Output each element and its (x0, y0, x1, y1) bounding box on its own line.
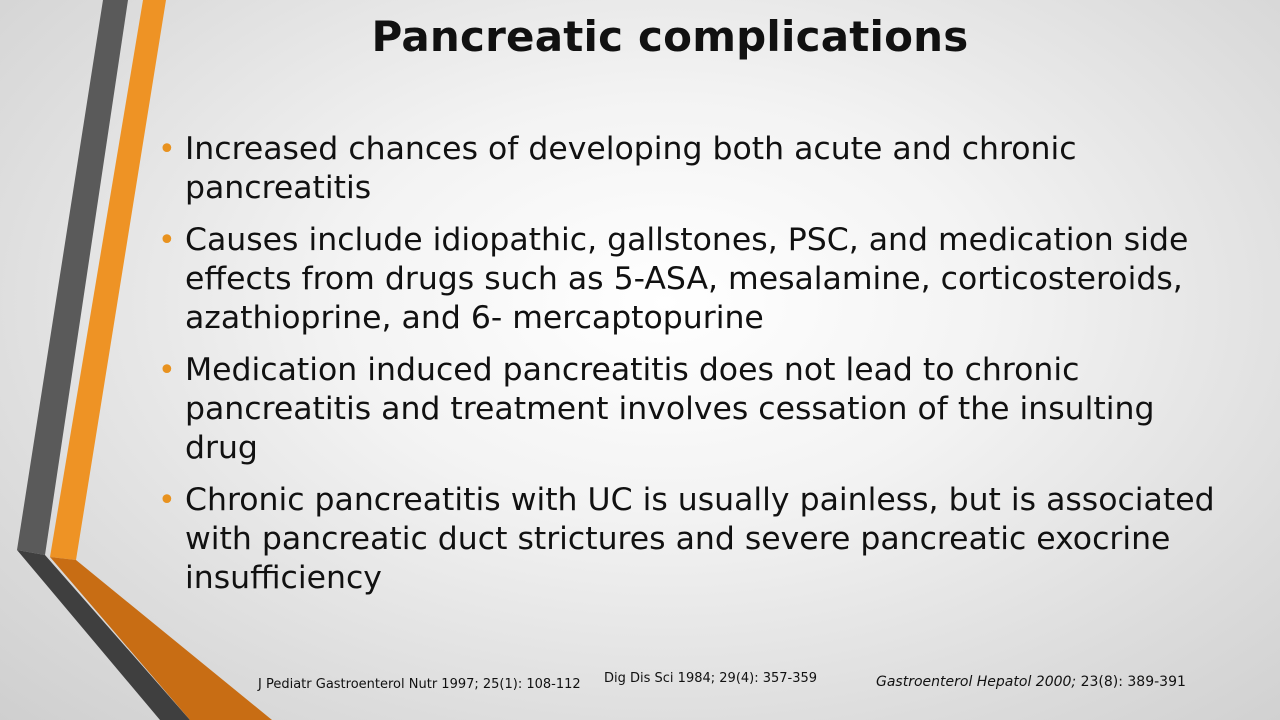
reference-citation-3 (876, 674, 1186, 690)
bullet-dot-icon: • (158, 132, 176, 167)
reference-journal: Gastroenterol Hepatol 2000; (876, 674, 1077, 690)
bullet-dot-icon: • (158, 223, 176, 258)
bullet-text: Medication induced pancreatitis does not lead to chronic pancreatitis and treatment involves cessation of the insulting drug (185, 352, 1155, 466)
bullet-item (158, 351, 1218, 468)
bullet-list (158, 130, 1218, 611)
reference-citation-2: Dig Dis Sci 1984; 29(4): 357-359 (604, 671, 818, 686)
reference-detail: 23(8): 389-391 (1076, 674, 1186, 690)
bullet-text: Chronic pancreatitis with UC is usually painless, but is associated with pancreatic duct strictures and severe pancreatic exocrine insufficiency (185, 482, 1215, 596)
bullet-dot-icon: • (158, 483, 176, 518)
bullet-text: Causes include idiopathic, gallstones, PSC, and medication side effects from drugs such as 5-ASA, mesalamine, corticosteroids, azathioprine, and 6- mercaptopurine (185, 222, 1189, 336)
bullet-item (158, 221, 1218, 338)
bullet-dot-icon: • (158, 353, 176, 388)
bullet-item (158, 130, 1218, 208)
reference-citation-1: J Pediatr Gastroenterol Nutr 1997; 25(1): 108-112 (258, 677, 581, 692)
bullet-item (158, 481, 1218, 598)
bullet-text: Increased chances of developing both acute and chronic pancreatitis (185, 131, 1077, 206)
slide-title: Pancreatic complications (371, 12, 969, 61)
